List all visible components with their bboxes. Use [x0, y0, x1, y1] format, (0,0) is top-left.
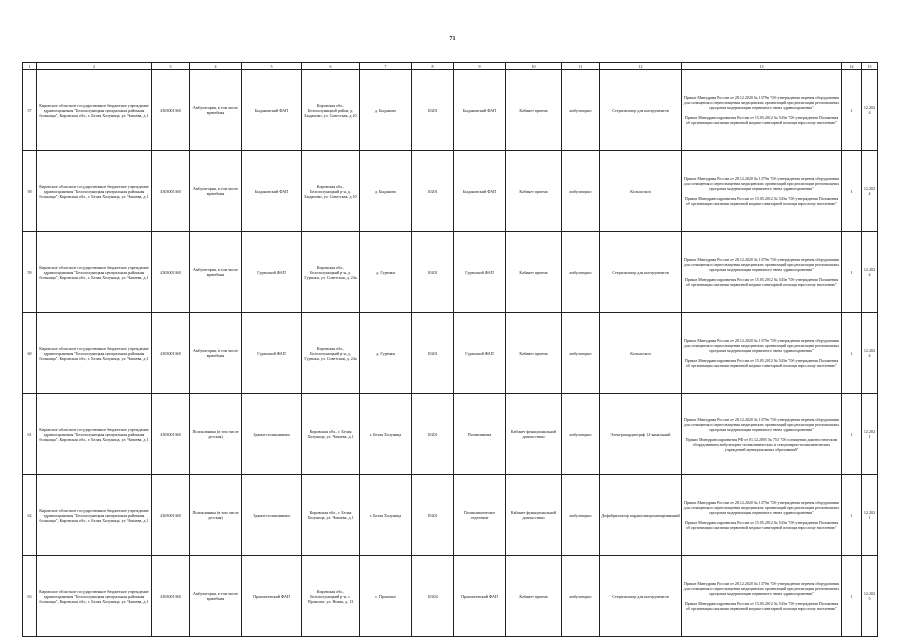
table-cell-col-12: Электрокардиограф 12-канальный	[600, 394, 682, 475]
column-header-5: 5	[242, 63, 302, 70]
regulation-order-1379n: Приказ Минздрава России от 28.12.2020 № 1379н "Об утверждении перечня оборудования для оснащения и переоснащения медицинских организаций при реализации региональных программ модернизации первичного звена здравоохранения"	[683, 500, 840, 515]
table-cell-col-13	[682, 151, 842, 232]
column-header-9: 9	[454, 63, 506, 70]
table-row	[23, 151, 878, 232]
table-cell-col-7: д. Гуренки	[360, 313, 412, 394]
table-cell-col-15: 12.2024	[862, 313, 878, 394]
table-cell-col-8: 10204	[412, 556, 454, 637]
table-cell-col-9: Поликлиническое отделение	[454, 475, 506, 556]
column-header-1: 1	[23, 63, 37, 70]
regulation-order-secondary: Приказ Минздравсоцразвития России от 15.05.2012 № 543н "Об утверждении Положения об организации оказания первичной медико-санитарной помощи взрослому населению"	[684, 196, 839, 206]
table-cell-col-1: 59	[23, 232, 37, 313]
table-cell-col-4: Поликлиника (в том числе детская)	[190, 394, 242, 475]
table-cell-col-3: 4303001360	[152, 556, 190, 637]
table-cell-col-12: Кольпоскоп	[600, 151, 682, 232]
table-cell-col-3: 4303001360	[152, 475, 190, 556]
table-cell-col-2: Кировское областное государственное бюджетное учреждение здравоохранения "Белохолуницкая центральная районная больница", Кировская обл., г. Белая Холуница, ул. Чапаева, д.1	[37, 232, 152, 313]
table-cell-col-11: амбулаторно	[562, 556, 600, 637]
table-cell-col-8: 10201	[412, 151, 454, 232]
table-cell-col-1: 58	[23, 151, 37, 232]
regulation-order-secondary: Приказ Минздравсоцразвития России от 15.05.2012 № 543н "Об утверждении Положения об организации оказания первичной медико-санитарной помощи взрослому населению"	[684, 358, 839, 368]
table-cell-col-12: Дефибриллятор кардиосинхронизированный	[600, 475, 682, 556]
regulation-order-secondary: Приказ Минздравсоцразвития России от 15.05.2012 № 543н "Об утверждении Положения об организации оказания первичной медико-санитарной помощи взрослому населению"	[684, 115, 839, 125]
column-header-11: 11	[562, 63, 600, 70]
table-cell-col-7: д. Быданово	[360, 151, 412, 232]
table-cell-col-6: Кировская обл., г. Белая Холуница, ул. Чапаева, д.1	[302, 394, 360, 475]
table-cell-col-12: Кольпоскоп	[600, 313, 682, 394]
table-row	[23, 70, 878, 151]
table-cell-col-15: 12.2021	[862, 475, 878, 556]
table-cell-col-5: Гуренский ФАП	[242, 313, 302, 394]
table-cell-col-1: 61	[23, 394, 37, 475]
table-cell-col-10: Кабинет функциональной диагностики	[506, 394, 562, 475]
table-cell-col-2: Кировское областное государственное бюджетное учреждение здравоохранения "Белохолуницкая центральная районная больница", Кировская обл., г. Белая Холуница, ул. Чапаева, д.1	[37, 475, 152, 556]
table-cell-col-6: Кировская обл., Белохолуницкий р-н, д. Гуренки, ул. Советская, д. 24а	[302, 313, 360, 394]
table-cell-col-5: Здание поликлиники	[242, 394, 302, 475]
table-cell-col-7: г. Белая Холуница	[360, 394, 412, 475]
regulation-order-secondary: Приказ Минздравсоцразвития РФ от 01.12.2005 № 753 "Об оснащении диагностическим оборудованием амбулаторно-поликлинических и стационарно-поликлинических учреждений муниципальных образований"	[685, 436, 838, 452]
table-cell-col-1: 57	[23, 70, 37, 151]
table-row	[23, 313, 878, 394]
page-number: 71	[449, 36, 456, 42]
table-row	[23, 232, 878, 313]
table-cell-col-15: 12.2024	[862, 232, 878, 313]
table-cell-col-10: Кабинет приема	[506, 313, 562, 394]
regulation-order-1379n: Приказ Минздрава России от 28.12.2020 № 1379н "Об утверждении перечня оборудования для оснащения и переоснащения медицинских организаций при реализации региональных программ модернизации первичного звена здравоохранения"	[683, 581, 840, 596]
table-cell-col-14: 1	[842, 313, 862, 394]
table-cell-col-2: Кировское областное государственное бюджетное учреждение здравоохранения "Белохолуницкая центральная районная больница", Кировская обл., г. Белая Холуница, ул. Чапаева, д.1	[37, 151, 152, 232]
column-header-8: 8	[412, 63, 454, 70]
table-cell-col-6: Кировская обл., Белохолуницкий р-н, д. Гуренки, ул. Советская, д. 24а	[302, 232, 360, 313]
table-cell-col-9: Поликлиника	[454, 394, 506, 475]
table-cell-col-13	[682, 70, 842, 151]
table-cell-col-4: Амбулатория, в том числе врачебная	[190, 556, 242, 637]
table-cell-col-4: Амбулатория, в том числе врачебная	[190, 232, 242, 313]
table-cell-col-1: 60	[23, 313, 37, 394]
table-cell-col-8: 10201	[412, 394, 454, 475]
column-header-10: 10	[506, 63, 562, 70]
table-cell-col-5: Быдановский ФАП	[242, 70, 302, 151]
table-cell-col-15: 12.2024	[862, 151, 878, 232]
table-cell-col-7: д. Гуренки	[360, 232, 412, 313]
table-cell-col-4: Поликлиника (в том числе детская)	[190, 475, 242, 556]
table-cell-col-10: Кабинет приема	[506, 232, 562, 313]
column-header-4: 4	[190, 63, 242, 70]
table-cell-col-13	[682, 556, 842, 637]
table-cell-col-15: 12.2024	[862, 70, 878, 151]
table-cell-col-3: 4303001360	[152, 151, 190, 232]
table-cell-col-9: Быдановский ФАП	[454, 151, 506, 232]
regulation-order-1379n: Приказ Минздрава России от 28.12.2020 № 1379н "Об утверждении перечня оборудования для оснащения и переоснащения медицинских организаций при реализации региональных программ модернизации первичного звена здравоохранения"	[683, 416, 840, 432]
table-cell-col-5: Здание поликлиники	[242, 475, 302, 556]
table-cell-col-9: Быдановский ФАП	[454, 70, 506, 151]
table-cell-col-4: Амбулатория, в том числе врачебная	[190, 151, 242, 232]
column-header-3: 3	[152, 63, 190, 70]
column-header-13: 13	[682, 63, 842, 70]
table-cell-col-9: Прокопьевский ФАП	[454, 556, 506, 637]
column-header-2: 2	[37, 63, 152, 70]
table-cell-col-1: 62	[23, 475, 37, 556]
table-cell-col-8: 10201	[412, 70, 454, 151]
table-cell-col-12: Стерилизатор для инструментов	[600, 70, 682, 151]
table-cell-col-6: Кировская обл., Белохолуницкий р-н, с. Прокопье, ул. Новая, д. 13	[302, 556, 360, 637]
table-cell-col-8: 10201	[412, 232, 454, 313]
table-cell-col-9: Гуренский ФАП	[454, 313, 506, 394]
table-cell-col-11: амбулаторно	[562, 232, 600, 313]
table-cell-col-15: 12.2025	[862, 556, 878, 637]
table-row	[23, 475, 878, 556]
table-cell-col-10: Кабинет функциональной диагностики	[506, 475, 562, 556]
table-cell-col-14: 1	[842, 475, 862, 556]
table-cell-col-7: с. Прокопье	[360, 556, 412, 637]
table-cell-col-11: амбулаторно	[562, 475, 600, 556]
table-cell-col-5: Быдановский ФАП	[242, 151, 302, 232]
table-cell-col-14: 1	[842, 151, 862, 232]
table-cell-col-14: 1	[842, 70, 862, 151]
table-cell-col-3: 4303001360	[152, 313, 190, 394]
table-cell-col-4: Амбулатория, в том числе врачебная	[190, 70, 242, 151]
regulation-order-1379n: Приказ Минздрава России от 28.12.2020 № 1379н "Об утверждении перечня оборудования для оснащения и переоснащения медицинских организаций при реализации региональных программ модернизации первичного звена здравоохранения"	[683, 257, 840, 272]
table-cell-col-11: амбулаторно	[562, 70, 600, 151]
table-cell-col-12: Стерилизатор для инструментов	[600, 556, 682, 637]
table-cell-col-3: 4303001360	[152, 70, 190, 151]
table-cell-col-2: Кировское областное государственное бюджетное учреждение здравоохранения "Белохолуницкая центральная районная больница", Кировская обл., г. Белая Холуница, ул. Чапаева, д.1	[37, 556, 152, 637]
table-cell-col-13	[682, 475, 842, 556]
table-cell-col-10: Кабинет приема	[506, 556, 562, 637]
table-cell-col-13	[682, 232, 842, 313]
regulation-order-secondary: Приказ Минздравсоцразвития России от 15.05.2012 № 543н "Об утверждении Положения об организации оказания первичной медико-санитарной помощи взрослому населению"	[684, 601, 839, 611]
table-cell-col-8: 10201	[412, 313, 454, 394]
table-cell-col-12: Стерилизатор для инструментов	[600, 232, 682, 313]
table-cell-col-14: 1	[842, 394, 862, 475]
table-cell-col-6: Кировская обл., Белохолуницкий район, д. Быданово, ул. Советская, д.10	[302, 70, 360, 151]
equipment-register-table	[22, 62, 878, 637]
table-cell-col-13	[682, 394, 842, 475]
table-cell-col-13	[682, 313, 842, 394]
table-cell-col-2: Кировское областное государственное бюджетное учреждение здравоохранения "Белохолуницкая центральная районная больница", Кировская обл., г. Белая Холуница, ул. Чапаева, д.1	[37, 70, 152, 151]
table-cell-col-11: амбулаторно	[562, 313, 600, 394]
table-cell-col-5: Прокопьевский ФАП	[242, 556, 302, 637]
table-cell-col-4: Амбулатория, в том числе врачебная	[190, 313, 242, 394]
header-row	[23, 63, 878, 70]
table-cell-col-15: 12.2021	[862, 394, 878, 475]
table-cell-col-2: Кировское областное государственное бюджетное учреждение здравоохранения "Белохолуницкая центральная районная больница", Кировская обл., г. Белая Холуница, ул. Чапаева, д.1	[37, 394, 152, 475]
column-header-12: 12	[600, 63, 682, 70]
table-cell-col-14: 1	[842, 556, 862, 637]
regulation-order-secondary: Приказ Минздравсоцразвития России от 15.05.2012 № 543н "Об утверждении Положения об организации оказания первичной медико-санитарной помощи взрослому населению"	[684, 277, 839, 287]
column-header-15: 15	[862, 63, 878, 70]
table-cell-col-14: 1	[842, 232, 862, 313]
table-cell-col-1: 63	[23, 556, 37, 637]
table-cell-col-3: 4303001360	[152, 232, 190, 313]
table-row	[23, 556, 878, 637]
table-cell-col-10: Кабинет приема	[506, 151, 562, 232]
regulation-order-secondary: Приказ Минздравсоцразвития России от 15.05.2012 № 543н "Об утверждении Положения об организации оказания первичной медико-санитарной помощи взрослому населению"	[684, 520, 839, 530]
regulation-order-1379n: Приказ Минздрава России от 28.12.2020 № 1379н "Об утверждении перечня оборудования для оснащения и переоснащения медицинских организаций при реализации региональных программ модернизации первичного звена здравоохранения"	[683, 176, 840, 191]
table-cell-col-8: 10201	[412, 475, 454, 556]
table-cell-col-11: амбулаторно	[562, 151, 600, 232]
table-row	[23, 394, 878, 475]
regulation-order-1379n: Приказ Минздрава России от 28.12.2020 № 1379н "Об утверждении перечня оборудования для оснащения и переоснащения медицинских организаций при реализации региональных программ модернизации первичного звена здравоохранения"	[683, 95, 840, 110]
table-cell-col-6: Кировская обл., Белохолуницкий р-н, д. Быданово, ул. Советская, д.10	[302, 151, 360, 232]
table-cell-col-5: Гуренский ФАП	[242, 232, 302, 313]
regulation-order-1379n: Приказ Минздрава России от 28.12.2020 № 1379н "Об утверждении перечня оборудования для оснащения и переоснащения медицинских организаций при реализации региональных программ модернизации первичного звена здравоохранения"	[683, 338, 840, 353]
table-cell-col-7: д. Быданово	[360, 70, 412, 151]
table-cell-col-2: Кировское областное государственное бюджетное учреждение здравоохранения "Белохолуницкая центральная районная больница", Кировская обл., г. Белая Холуница, ул. Чапаева, д.1	[37, 313, 152, 394]
table-cell-col-3: 4303001360	[152, 394, 190, 475]
column-header-7: 7	[360, 63, 412, 70]
table-cell-col-11: амбулаторно	[562, 394, 600, 475]
column-header-14: 14	[842, 63, 862, 70]
table-cell-col-6: Кировская обл., г. Белая Холуница, ул. Чапаева, д.1	[302, 475, 360, 556]
table-cell-col-9: Гуренский ФАП	[454, 232, 506, 313]
table-cell-col-10: Кабинет приема	[506, 70, 562, 151]
column-header-6: 6	[302, 63, 360, 70]
table-cell-col-7: г. Белая Холуница	[360, 475, 412, 556]
